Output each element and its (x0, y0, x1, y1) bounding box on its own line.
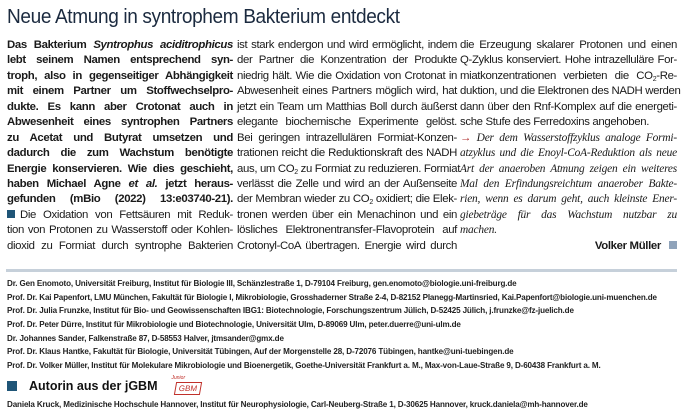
text-segment: 2 (294, 168, 298, 176)
text-segment: zu Acetat und Butyrat umsetzen und (7, 131, 233, 144)
text-segment: dioxid zu Formiat durch syntrophe Bakterien (7, 239, 233, 252)
text-line (237, 69, 457, 84)
text-segment: mit einem Partner um Stoffwechselpro- (7, 85, 233, 98)
text-line (237, 115, 457, 130)
text-segment: 2 (369, 199, 373, 207)
autorin-heading: Autorin aus der jGBM (29, 379, 158, 393)
text-line (7, 162, 233, 177)
text-segment: niedrig hält. Wie die Oxidation von Crotonat in (237, 69, 457, 82)
divider (6, 269, 677, 272)
text-segment: dann über den Rnf-Komplex auf die energeti- (460, 100, 677, 113)
text-segment: Abwesenheit eines syntrophen Partners (7, 116, 233, 129)
text-line (460, 53, 677, 68)
jgbm-author-heading (7, 377, 207, 395)
text-segment: atzyklus und die Enoyl-CoA-Reduktion als neue (460, 147, 677, 160)
text-line (7, 239, 233, 254)
author-address-line: Prof. Dr. Volker Müller, Institut für Molekulare Mikrobiologie und Bioenergetik, Goethe-Universität Frankfurt a. M., Max-von-Laue-Straße 9, D-60438 Frankfurt a. M. (7, 360, 601, 371)
text-segment: gefunden (mBio (2022) 13:e03740-21). (7, 193, 233, 206)
text-line (7, 38, 233, 53)
text-line (460, 162, 677, 177)
author-addresses (7, 277, 692, 373)
text-segment: elegante biochemische Experimente gelöst. (237, 116, 457, 129)
text-line (460, 131, 677, 146)
text-line (237, 239, 457, 254)
author-address-line: Dr. Gen Enomoto, Universität Freiburg, Institut für Biologie III, Schänzlestraße 1, D-79104 Freiburg, gen.enomoto@biologie.uni-freiburg.de (7, 278, 517, 288)
text-line (7, 53, 233, 68)
text-line (460, 208, 677, 223)
text-segment: verlässt die Zelle und wird an der Außenseite (237, 177, 457, 190)
text-line (237, 84, 457, 99)
text-segment: Mal den Erfindungsreichtum anaerober Bakte- (460, 177, 677, 190)
logo-junior-text: Junior (171, 375, 186, 381)
text-segment: et al. (128, 177, 158, 190)
text-line (7, 177, 233, 192)
text-segment: tronen werden über ein Menachinon und ein (237, 208, 457, 221)
column-3 (460, 38, 681, 254)
text-line (460, 146, 677, 161)
text-line (237, 223, 457, 238)
text-line (7, 192, 233, 207)
text-line (460, 239, 677, 254)
text-line (7, 208, 233, 223)
text-segment: ist stark endergon und wird ermöglicht, indem (237, 39, 457, 51)
text-segment: rien, wenn es darum geht, auch kleinste Ener- (460, 193, 677, 206)
author-address-line: Prof. Dr. Kai Papenfort, LMU München, Fakultät für Biologie I, Mikrobiologie, Grosshaderner Straße 2-4, D-82152 Planegg-Martinsried, Kai.Papenfort@biologie.uni-muenchen.de (7, 291, 657, 302)
text-line (237, 146, 457, 161)
article-title: Neue Atmung in syntrophem Bakterium entdeckt (7, 5, 400, 28)
text-segment: -Re- (656, 69, 677, 82)
text-segment: machen. (460, 224, 497, 237)
text-line (460, 100, 677, 115)
text-segment: sche Stufe des Ferredoxins angehoben. (460, 116, 650, 129)
text-segment: miatkonzentrationen verbieten die CO (460, 69, 653, 82)
text-segment: dukte. Es kann aber Crotonat auch in (7, 100, 233, 113)
bullet-square-icon (7, 210, 15, 218)
text-segment: Das Bakterium (7, 39, 94, 51)
autorin-address: Daniela Kruck, Medizinische Hochschule Hannover, Institut für Neurophysiologie, Carl-Neuberg-Straße 1, D-30625 Hannover, kruck.daniela@mh-hannover.de (7, 399, 588, 409)
text-line (237, 192, 457, 207)
text-segment: der Membran wieder zu CO (237, 193, 370, 206)
column-2 (237, 38, 461, 254)
text-line (237, 38, 457, 53)
text-line (7, 100, 233, 115)
text-segment: der Partner die Konzentration der Produkte (237, 54, 457, 67)
text-line (7, 115, 233, 130)
text-line (237, 208, 457, 223)
text-line (237, 100, 457, 115)
text-line (460, 69, 677, 84)
text-segment: 2 (652, 75, 657, 83)
text-line (7, 146, 233, 161)
column-1 (7, 38, 233, 254)
text-segment: lebt seinem Namen entsprechend syn- (7, 54, 233, 67)
text-segment: Der dem Wasserstoffzyklus analoge Formi- (471, 131, 677, 144)
text-segment: lösliches Elektronentransfer-Flavoprotein auf (237, 224, 457, 237)
text-line (460, 115, 677, 130)
text-line (460, 38, 677, 53)
text-segment: zu Formiat zu reduzieren. Formiat (297, 162, 461, 175)
text-segment: Die Oxidation von Fettsäuren mit Reduk- (20, 208, 233, 221)
text-segment: Bei geringen intrazellulären Formiat-Konzen- (237, 131, 457, 144)
text-line (460, 177, 677, 192)
text-segment: jetzt ein Team um Matthias Boll durch äußerst (237, 100, 457, 113)
bullet-square-icon (7, 381, 17, 391)
text-line (237, 162, 461, 177)
text-line (7, 223, 233, 238)
text-segment: Volker Müller (594, 239, 661, 252)
text-segment: Q-Zyklus konserviert. Hohe intrazelluläre For- (460, 54, 677, 67)
text-segment: aus, um CO (237, 162, 295, 175)
text-segment: die Erzeugung skalarer Protonen und einen (460, 39, 677, 51)
text-segment: giebeträge für das Wachstum nutzbar zu (460, 208, 677, 221)
text-segment: duktion, und die Elektronen des NADH werden (460, 85, 681, 98)
text-segment: dadurch die zum Wachstum benötigte (7, 147, 233, 160)
text-segment: Abwesenheit eines Partners möglich wird, hat (237, 85, 457, 98)
author-address-line: Dr. Johannes Sander, Falkenstraße 87, D-58553 Halver, jtmsander@gmx.de (7, 332, 284, 343)
text-segment: Syntrophus aciditrophicus (93, 39, 233, 51)
logo-gbm-text: GBM (174, 382, 202, 395)
text-segment: troph, also in gegenseitiger Abhängigkeit (7, 69, 233, 82)
text-line (460, 84, 681, 99)
text-line (237, 131, 457, 146)
text-segment: haben Michael Agne (7, 177, 129, 190)
author-address-line: Prof. Dr. Klaus Hantke, Fakultät für Biologie, Universität Tübingen, Auf der Morgenstelle 28, D-72076 Tübingen, hantke@uni-tuebingen.de (7, 346, 514, 357)
jgbm-logo (171, 377, 207, 395)
text-segment: Crotonyl-CoA übertragen. Energie wird durch (237, 239, 457, 252)
text-line (237, 53, 457, 68)
arrow-icon: → (460, 131, 472, 144)
text-line (7, 131, 233, 146)
text-segment: tion von Protonen zu Wasserstoff oder Kohlen- (7, 224, 233, 237)
text-segment: trationen reicht die Reduktionskraft des NADH (237, 147, 457, 160)
text-line (7, 84, 233, 99)
author-address-line: Prof. Dr. Julia Frunzke, Institut für Bio- und Geowissenschaften IBG1: Biotechnologie, Forschungszentrum Jülich, D-52425 Jülich, j.frunzke@fz-juelich.de (7, 305, 574, 316)
text-segment: Art der anaeroben Atmung zeigen ein weiteres (460, 162, 677, 175)
text-segment: Energie konservieren. Wie dies geschieht, (7, 162, 233, 175)
text-line (460, 223, 677, 238)
text-line (7, 69, 233, 84)
text-line (237, 177, 457, 192)
text-line (460, 192, 677, 207)
text-segment: oxidiert; die Elek- (372, 193, 457, 206)
text-segment: jetzt heraus- (157, 177, 233, 190)
author-address-line: Prof. Dr. Peter Dürre, Institut für Mikrobiologie und Biotechnologie, Universität Ulm, D-89069 Ulm, peter.duerre@uni-ulm.de (7, 319, 461, 330)
bullet-square-icon (669, 241, 677, 249)
